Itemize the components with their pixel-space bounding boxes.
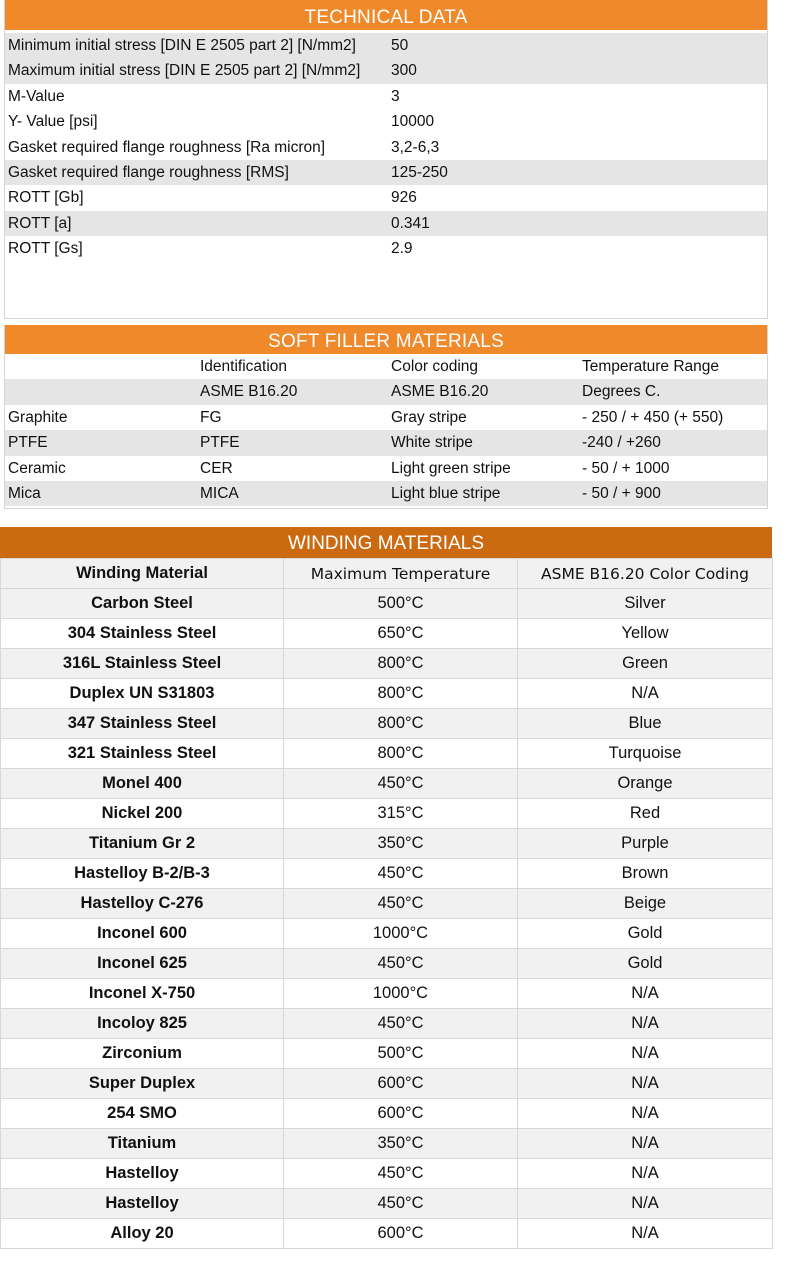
filler-color-coding: Light green stripe [391, 459, 511, 477]
max-temperature-cell: 600°C [284, 1219, 518, 1249]
filler-material: PTFE [8, 434, 48, 452]
max-temperature-cell: 800°C [284, 679, 518, 709]
color-coding-cell: N/A [518, 979, 773, 1009]
winding-material-cell: Titanium Gr 2 [1, 829, 284, 859]
tech-label: ROTT [a] [8, 214, 72, 232]
filler-row [5, 430, 767, 455]
filler-identification: CER [200, 459, 233, 477]
color-coding-cell: Turquoise [518, 739, 773, 769]
max-temperature-cell: 1000°C [284, 919, 518, 949]
tech-row [5, 211, 767, 236]
max-temperature-cell: 600°C [284, 1069, 518, 1099]
winding-material-cell: Inconel X-750 [1, 979, 284, 1009]
winding-material-cell: Zirconium [1, 1039, 284, 1069]
winding-material-cell: 304 Stainless Steel [1, 619, 284, 649]
color-coding-cell: Beige [518, 889, 773, 919]
color-coding-cell: Brown [518, 859, 773, 889]
filler-temperature: -240 / +260 [582, 434, 661, 452]
tech-value: 926 [391, 189, 417, 207]
max-temperature-cell: 1000°C [284, 979, 518, 1009]
winding-row [1, 619, 773, 649]
winding-row [1, 859, 773, 889]
tech-row [5, 109, 767, 134]
technical-data-title: TECHNICAL DATA [5, 0, 767, 30]
max-temperature-cell: 350°C [284, 829, 518, 859]
color-coding-cell: N/A [518, 1129, 773, 1159]
winding-materials-title: WINDING MATERIALS [0, 527, 772, 558]
winding-material-cell: Carbon Steel [1, 589, 284, 619]
winding-row [1, 1129, 773, 1159]
winding-material-cell: Hastelloy C-276 [1, 889, 284, 919]
tech-row [5, 236, 767, 261]
tech-value: 3 [391, 87, 400, 105]
max-temperature-cell: 450°C [284, 769, 518, 799]
filler-row [5, 405, 767, 430]
filler-identification: FG [200, 408, 222, 426]
color-coding-cell: N/A [518, 1069, 773, 1099]
winding-material-cell: Nickel 200 [1, 799, 284, 829]
color-coding-cell: Purple [518, 829, 773, 859]
winding-row [1, 1099, 773, 1129]
color-coding-cell: Yellow [518, 619, 773, 649]
filler-header-cell: Identification [200, 358, 288, 375]
winding-row [1, 1219, 773, 1249]
winding-row [1, 709, 773, 739]
tech-value: 3,2-6,3 [391, 138, 440, 156]
tech-row [5, 135, 767, 160]
filler-color-coding: Light blue stripe [391, 484, 501, 502]
color-coding-cell: N/A [518, 1039, 773, 1069]
filler-color-coding: White stripe [391, 434, 473, 452]
filler-material: Graphite [8, 408, 68, 426]
filler-material: Ceramic [8, 459, 66, 477]
winding-row [1, 679, 773, 709]
winding-row [1, 1069, 773, 1099]
winding-row [1, 949, 773, 979]
max-temperature-cell: 500°C [284, 589, 518, 619]
filler-header-cell: ASME B16.20 [391, 383, 489, 401]
color-coding-cell: Green [518, 649, 773, 679]
max-temperature-cell: 450°C [284, 1159, 518, 1189]
max-temperature-cell: 450°C [284, 1189, 518, 1219]
color-coding-cell: N/A [518, 679, 773, 709]
max-temperature-cell: 450°C [284, 949, 518, 979]
winding-material-cell: Monel 400 [1, 769, 284, 799]
color-coding-cell: N/A [518, 1009, 773, 1039]
max-temperature-cell: 450°C [284, 859, 518, 889]
winding-material-cell: 321 Stainless Steel [1, 739, 284, 769]
filler-identification: MICA [200, 484, 239, 502]
tech-value: 50 [391, 37, 409, 54]
filler-header-cell: Color coding [391, 358, 479, 375]
color-coding-cell: N/A [518, 1159, 773, 1189]
tech-label: M-Value [8, 87, 65, 105]
winding-material-cell: Inconel 600 [1, 919, 284, 949]
max-temperature-cell: 350°C [284, 1129, 518, 1159]
winding-material-cell: Alloy 20 [1, 1219, 284, 1249]
winding-row [1, 919, 773, 949]
winding-row [1, 979, 773, 1009]
color-coding-cell: N/A [518, 1189, 773, 1219]
color-coding-cell: Gold [518, 919, 773, 949]
filler-header-cell: Temperature Range [582, 358, 719, 375]
winding-material-cell: 254 SMO [1, 1099, 284, 1129]
winding-materials-section [0, 527, 772, 1249]
winding-material-cell: Inconel 625 [1, 949, 284, 979]
winding-materials-table [0, 558, 773, 1249]
max-temperature-cell: 500°C [284, 1039, 518, 1069]
filler-temperature: - 50 / + 900 [582, 484, 661, 502]
max-temperature-cell: 800°C [284, 739, 518, 769]
winding-material-cell: 316L Stainless Steel [1, 649, 284, 679]
color-coding-cell: Orange [518, 769, 773, 799]
filler-row [5, 456, 767, 481]
tech-value: 10000 [391, 113, 435, 131]
winding-row [1, 649, 773, 679]
column-header-color-coding: ASME B16.20 Color Coding [518, 559, 773, 589]
tech-row [5, 160, 767, 185]
filler-material: Mica [8, 484, 41, 502]
filler-row [5, 481, 767, 506]
tech-row [5, 58, 767, 83]
color-coding-cell: Silver [518, 589, 773, 619]
color-coding-cell: Red [518, 799, 773, 829]
tech-label: Gasket required flange roughness [RMS] [8, 163, 289, 181]
tech-label: Y- Value [psi] [8, 113, 98, 131]
winding-material-cell: Hastelloy [1, 1159, 284, 1189]
tech-label: Maximum initial stress [DIN E 2505 part 2] [N/mm2] [8, 62, 361, 80]
winding-row [1, 769, 773, 799]
color-coding-cell: Blue [518, 709, 773, 739]
winding-material-cell: Super Duplex [1, 1069, 284, 1099]
winding-material-cell: Incoloy 825 [1, 1009, 284, 1039]
tech-value: 2.9 [391, 240, 413, 258]
winding-row [1, 889, 773, 919]
color-coding-cell: N/A [518, 1219, 773, 1249]
max-temperature-cell: 315°C [284, 799, 518, 829]
winding-row [1, 589, 773, 619]
column-header-max-temperature: Maximum Temperature [284, 559, 518, 589]
max-temperature-cell: 800°C [284, 709, 518, 739]
winding-header-row [1, 559, 773, 589]
filler-identification: PTFE [200, 434, 240, 452]
winding-row [1, 1009, 773, 1039]
winding-material-cell: Duplex UN S31803 [1, 679, 284, 709]
tech-row [5, 185, 767, 210]
soft-filler-title: SOFT FILLER MATERIALS [5, 325, 767, 354]
max-temperature-cell: 800°C [284, 649, 518, 679]
max-temperature-cell: 600°C [284, 1099, 518, 1129]
winding-row [1, 799, 773, 829]
technical-data-section [4, 0, 768, 319]
winding-material-cell: Titanium [1, 1129, 284, 1159]
filler-header-cell: ASME B16.20 [200, 383, 298, 401]
tech-value: 125-250 [391, 163, 448, 181]
tech-label: Gasket required flange roughness [Ra micron] [8, 138, 326, 156]
tech-label: ROTT [Gs] [8, 240, 83, 258]
filler-header-row [5, 379, 767, 404]
tech-value: 300 [391, 62, 417, 80]
color-coding-cell: Gold [518, 949, 773, 979]
tech-value: 0.341 [391, 214, 430, 232]
winding-row [1, 829, 773, 859]
winding-material-cell: 347 Stainless Steel [1, 709, 284, 739]
filler-temperature: - 250 / + 450 (+ 550) [582, 408, 724, 426]
tech-label: ROTT [Gb] [8, 189, 84, 207]
filler-header-row [5, 354, 767, 379]
winding-material-cell: Hastelloy B-2/B-3 [1, 859, 284, 889]
winding-row [1, 1189, 773, 1219]
winding-row [1, 1159, 773, 1189]
filler-temperature: - 50 / + 1000 [582, 459, 670, 477]
winding-material-cell: Hastelloy [1, 1189, 284, 1219]
tech-label: Minimum initial stress [DIN E 2505 part 2] [N/mm2] [8, 37, 356, 54]
column-header-material: Winding Material [1, 559, 284, 589]
max-temperature-cell: 450°C [284, 1009, 518, 1039]
tech-row [5, 33, 767, 58]
winding-row [1, 739, 773, 769]
color-coding-cell: N/A [518, 1099, 773, 1129]
winding-row [1, 1039, 773, 1069]
soft-filler-section [4, 325, 768, 509]
technical-data-rows [5, 30, 767, 262]
max-temperature-cell: 650°C [284, 619, 518, 649]
filler-header-cell: Degrees C. [582, 383, 661, 401]
filler-color-coding: Gray stripe [391, 408, 467, 426]
tech-row [5, 84, 767, 109]
max-temperature-cell: 450°C [284, 889, 518, 919]
